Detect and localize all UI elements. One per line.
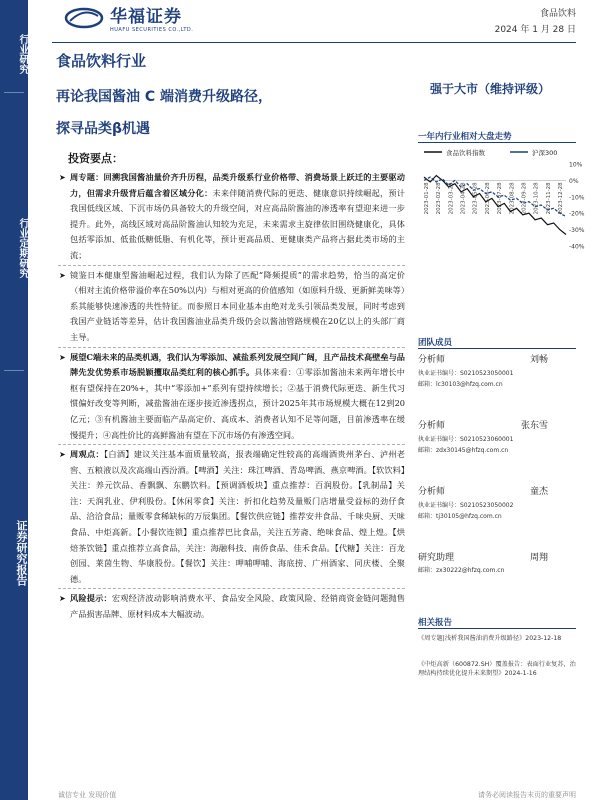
analyst-name: 张东雪: [520, 421, 548, 431]
y-tick-label: 0%: [569, 177, 579, 185]
x-tick-label: 2023-09-28: [521, 182, 528, 215]
related-reports-title: 相关报告: [418, 618, 453, 628]
analyst-name: 童杰: [529, 487, 548, 497]
investment-point: [58, 588, 405, 622]
investment-point: [58, 347, 405, 444]
team-rule: [418, 348, 576, 349]
analyst-role: 研究助理: [418, 553, 455, 563]
relative-performance-chart: [418, 146, 588, 264]
header-date: 2024 年 1 月 28 日: [494, 25, 576, 35]
y-tick-label: -10%: [569, 194, 585, 202]
x-tick-label: 2023-12-28: [558, 182, 564, 215]
x-tick-label: 2023-05-28: [472, 182, 479, 215]
logo-chinese-name: 华福证券: [110, 7, 182, 27]
sidebar-divider: [4, 370, 24, 371]
footer: [58, 790, 576, 800]
related-reports-rule: [418, 628, 576, 629]
point-text: 未来伴随消费代际的更迭、健康意识持续崛起，预计我国低线区域、下沉市场仍具备较大的升级空间，对应高品阶酱油的渗透率有望迎来进一步提升。此外，高线区域对高品阶酱油认知较为充足，未来需求主旋律依旧围绕健康化，具体包括零添加、低盐低糖低脂、有机化等，预计更高品质、更健康类产品将占据此类市场的主流；: [70, 187, 405, 260]
analyst-cert: 执业证书编号：S0210523050002: [418, 502, 514, 509]
point-text: 宏观经济波动影响消费水平、食品安全风险、政策风险、经销商资金链问题抛售产品损害品牌、原材料成本大幅波动。: [70, 593, 405, 620]
sidebar-label-securities-report: 证券研究报告: [15, 520, 28, 586]
company-logo: [64, 2, 193, 33]
sidebar-label-industry-research: 行业研究: [17, 34, 28, 74]
bullet-arrow-icon: ➤: [59, 450, 66, 460]
analyst-card: [418, 484, 578, 520]
rating: 强于大市（维持评级）: [430, 82, 551, 96]
sidebar-label-periodic-research: 行业定期研究: [17, 218, 28, 278]
analyst-email[interactable]: 邮箱：lc30103@hfzq.com.cn: [418, 381, 503, 388]
investment-point: [58, 168, 405, 264]
legend-label: 沪深300: [532, 149, 558, 157]
x-tick-label: 2023-06-28: [484, 182, 491, 215]
x-tick-label: 2023-10-28: [533, 182, 540, 215]
related-report-item[interactable]: 《中炬高新（600872.SH）覆盖报告：表面行业复苏，治理结构持续优化提升未来期望》2024-1-16: [418, 661, 576, 677]
y-tick-label: -40%: [569, 243, 585, 251]
series-line-0: [424, 176, 566, 235]
footer-disclaimer: 请务必阅读报告末页的重要声明: [478, 791, 576, 799]
analyst-email[interactable]: 邮箱：zx30222@hfzq.com.cn: [418, 567, 505, 574]
analyst-card: [418, 418, 578, 454]
x-tick-label: 2023-04-28: [460, 182, 467, 215]
report-title-line1: 再论我国酱油 C 端消费升级路径，: [56, 89, 273, 105]
sidebar: [0, 0, 28, 800]
point-text: 具体来看：①零添加酱油未来两年增长中枢有望保持在20%+，其中“零添加+”系列有望持续增长；②基于消费代际更迭、新生代习惯偏好改变等判断，减盐酱油在逐步接近渗透拐点，预计2025年其市场规模大概在12到20亿元；③有机酱油主要面临产品高定价、高成本、消费者认知不足等问题，目前渗透率在缓慢提升；④高性价比的高鲜酱油有望在下沉市场仍有渗透空间。: [70, 367, 405, 440]
bullet-arrow-icon: ➤: [59, 594, 66, 604]
point-lead: 风险提示：: [70, 593, 112, 604]
logo-english-name: HUAFU SECURITIES CO.,LTD.: [110, 27, 194, 33]
analyst-cert: 执业证书编号：S0210523050001: [418, 370, 514, 377]
x-tick-label: 2023-07-28: [497, 182, 504, 215]
bullet-arrow-icon: ➤: [59, 270, 66, 280]
analyst-card: [418, 550, 578, 574]
x-tick-label: 2023-01-28: [424, 182, 430, 215]
point-text: 镜鉴日本健康型酱油崛起过程，我们认为除了匹配“降频提质”的需求趋势，恰当的高定价（相对主流价格带溢价率在50%以内）与相对更高的价值感知（如原料升级、更新鲜美味等）系其能够快速渗透的共性特征。而参照日本同业基本由绝对龙头引领品类发展，同时考虑到我国产业链话等差异，估计我国酱油业品类升级仍会以酱油管路规模在20亿以上的头部厂商主导。: [70, 269, 405, 342]
bullet-arrow-icon: ➤: [59, 173, 66, 182]
analyst-role: 分析师: [418, 421, 446, 431]
header-rule: [52, 42, 576, 43]
report-title-line2: 探寻品类β机遇: [56, 121, 151, 137]
point-text: 【白酒】建议关注基本面质量较高，报表端确定性较高的高端酒贵州茅台、泸州老窖、五粮液以及次高端山西汾酒。【啤酒】关注：珠江啤酒、青岛啤酒、燕京啤酒。【软饮料】关注：养元饮品、香飘飘、东鹏饮料。【预调酒板块】重点推荐：百润股份。【乳制品】关注：天润乳业、伊利股份。【休闲零食】关注：折扣化趋势及量贩门店增量受益标的劲仔食品、洽洽食品；量贩零食稀缺标的万辰集团。【餐饮供应链】推荐安井食品、千味央厨、天味食品、中炬高新。【小餐饮连锁】重点推荐巴比食品，关注五芳斋、绝味食品、煌上煌。【烘焙茶饮链】重点推荐立高食品，关注：海融科技、南侨食品、佳禾食品。【代糖】关注：百龙创园、莱茵生物、华康股份。【餐饮】关注：呷哺呷哺、海底捞、广州酒家、同庆楼、全聚德。: [70, 449, 405, 584]
analyst-email[interactable]: 邮箱：zdx30145@hfzq.com.cn: [418, 447, 509, 454]
investment-point: [58, 265, 405, 346]
analyst-cert: 执业证书编号：S0210523060001: [418, 436, 514, 443]
y-tick-label: 10%: [569, 161, 583, 169]
x-tick-label: 2023-03-28: [448, 182, 455, 215]
chart-title-rule: [418, 142, 576, 143]
y-tick-label: -30%: [569, 227, 585, 235]
analyst-role: 分析师: [418, 487, 446, 497]
industry-name: 食品饮料行业: [56, 52, 147, 70]
legend-label: 食品饮料指数: [446, 149, 485, 157]
analyst-email[interactable]: 邮箱：tj30105@hfzq.com.cn: [418, 513, 502, 520]
analyst-name: 周翔: [529, 553, 548, 563]
point-lead: 周观点：: [70, 449, 104, 460]
y-tick-label: -20%: [569, 210, 585, 218]
sidebar-divider: [4, 92, 24, 93]
point-lead: 展望C端未来的品类机遇，我们认为零添加、减盐系列发展空间广阔，且产品技术高壁垒与品牌先发优势系市场脱颖攫取品类红利的核心抓手。: [70, 351, 405, 378]
analyst-role: 分析师: [418, 355, 446, 365]
point-lead: 周专题：回溯我国酱油量价齐升历程，品类升级系行业价格带、消费场景上跃迁的主要驱动力，但需求升级背后蕴含着区域分化：: [70, 172, 405, 198]
x-tick-label: 2023-02-28: [436, 182, 443, 215]
x-tick-label: 2023-11-28: [545, 182, 552, 215]
investment-points-heading: 投资要点：: [68, 152, 123, 165]
header-category: 食品饮料: [539, 9, 576, 19]
analyst-card: [418, 352, 578, 388]
analyst-name: 刘畅: [529, 355, 548, 365]
investment-point: [58, 444, 405, 587]
bullet-arrow-icon: ➤: [59, 352, 66, 362]
chart-title: 一年内行业相对大盘走势: [418, 132, 512, 142]
investment-points: [58, 168, 405, 624]
related-report-item[interactable]: 《周专题|浅析我国酱油消费升级路径》2023-12-18: [418, 635, 562, 642]
logo-swoosh-icon: [64, 7, 104, 29]
x-tick-label: 2023-08-28: [509, 182, 516, 215]
team-title: 团队成员: [418, 338, 453, 348]
footer-slogan: 诚信专业 发现价值: [58, 791, 117, 799]
